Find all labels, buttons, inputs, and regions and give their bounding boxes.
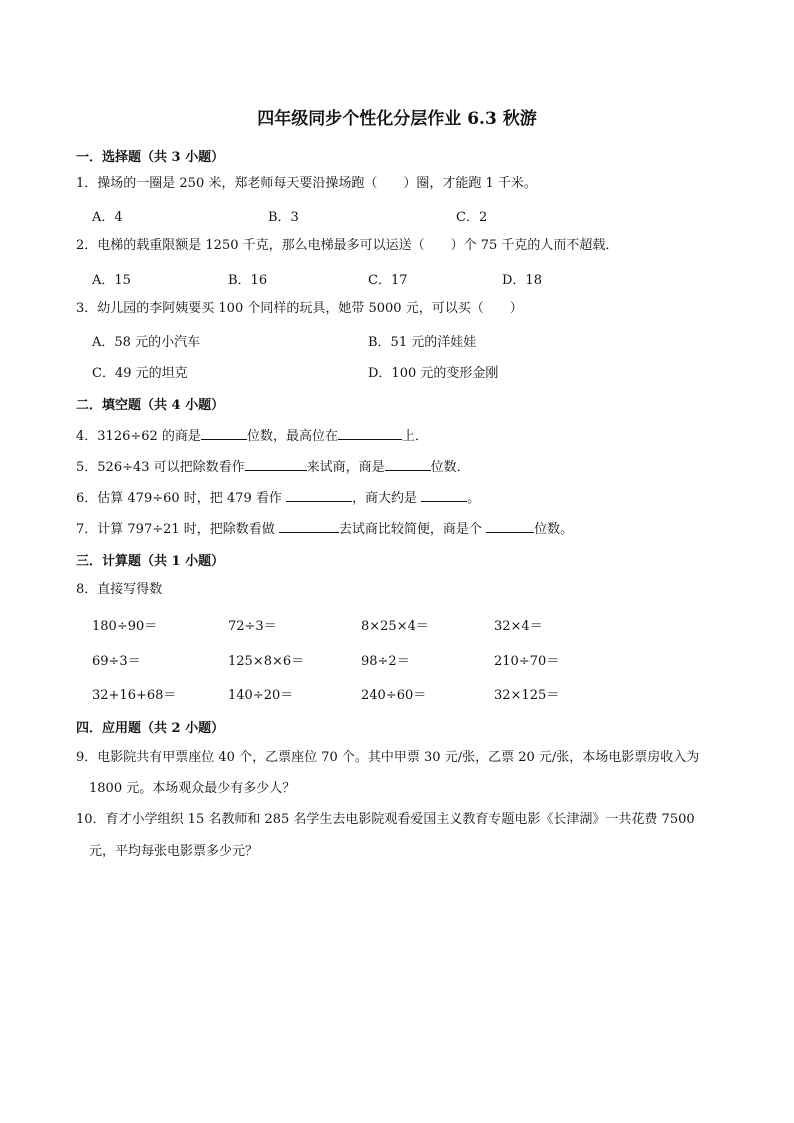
calc-item: 240÷60＝	[361, 688, 427, 703]
question-10-line-2: 元，平均每张电影票多少元？	[89, 844, 259, 859]
q2-option-a: A．15	[92, 273, 131, 288]
q5-blank-1[interactable]	[245, 456, 307, 471]
question-6	[76, 487, 480, 508]
q2-option-c: C．17	[368, 273, 408, 288]
q3-option-a: A．58 元的小汽车	[92, 335, 201, 350]
question-7	[76, 518, 573, 539]
question-1: 1．操场的一圈是 250 米，郑老师每天要沿操场跑（ ）圈，才能跑 1 千米。	[76, 176, 537, 191]
q6-text-1: 6．估算 479÷60 时，把 479 看作	[76, 491, 286, 506]
q7-blank-2[interactable]	[486, 518, 534, 533]
q5-text-2: 来试商，商是	[306, 460, 385, 475]
calc-item: 32×4＝	[494, 619, 543, 634]
question-2: 2．电梯的载重限额是 1250 千克，那么电梯最多可以运送（ ）个 75 千克的人而不超载．	[76, 238, 619, 253]
q2-option-d: D．18	[502, 273, 542, 288]
q6-blank-2[interactable]	[421, 487, 467, 502]
q6-blank-1[interactable]	[286, 487, 352, 502]
q2-option-b: B．16	[228, 273, 268, 288]
q3-option-c: C．49 元的坦克	[92, 366, 188, 381]
section-application-heading: 四．应用题（共 2 小题）	[76, 721, 225, 736]
q1-option-c: C．2	[456, 210, 488, 225]
q1-option-a: A．4	[92, 210, 123, 225]
question-3: 3．幼儿园的李阿姨要买 100 个同样的玩具，她带 5000 元，可以买（ ）	[76, 301, 523, 316]
calc-item: 98÷2＝	[361, 654, 410, 669]
calc-item: 32+16+68＝	[92, 688, 177, 703]
q5-blank-2[interactable]	[385, 456, 431, 471]
calc-item: 8×25×4＝	[361, 619, 429, 634]
q4-text-1: 4．3126÷62 的商是	[76, 429, 201, 444]
q7-text-3: 位数。	[534, 522, 574, 537]
q1-option-b: B．3	[268, 210, 299, 225]
q4-text-2: 位数，最高位在	[246, 429, 338, 444]
page-title: 四年级同步个性化分层作业 6.3 秋游	[257, 109, 537, 129]
question-5	[76, 456, 470, 477]
q4-text-3: 上．	[401, 429, 428, 444]
calc-item: 125×8×6＝	[228, 654, 305, 669]
calc-item: 69÷3＝	[92, 654, 141, 669]
q7-blank-1[interactable]	[279, 518, 339, 533]
q6-text-2: ，商大约是	[352, 491, 422, 506]
calc-item: 210÷70＝	[494, 654, 560, 669]
section-fill-heading: 二．填空题（共 4 小题）	[76, 398, 225, 413]
q3-option-b: B．51 元的洋娃娃	[368, 335, 477, 350]
question-8: 8．直接写得数	[76, 582, 163, 597]
question-9-line-2: 1800 元。本场观众最少有多少人？	[89, 781, 296, 796]
calc-item: 32×125＝	[494, 688, 560, 703]
calc-item: 72÷3＝	[228, 619, 277, 634]
question-10-line-1: 10．育才小学组织 15 名教师和 285 名学生去电影院观看爱国主义教育专题电影《长津湖》一共花费 7500	[76, 812, 695, 827]
q4-blank-2[interactable]	[338, 425, 402, 440]
q3-option-d: D．100 元的变形金刚	[368, 366, 499, 381]
q7-text-1: 7．计算 797÷21 时，把除数看做	[76, 522, 279, 537]
calc-item: 140÷20＝	[228, 688, 294, 703]
q6-text-3: 。	[467, 491, 481, 506]
section-calc-heading: 三．计算题（共 1 小题）	[76, 554, 225, 569]
q5-text-3: 位数．	[430, 460, 470, 475]
question-4	[76, 425, 428, 446]
q4-blank-1[interactable]	[201, 425, 247, 440]
q7-text-2: 去试商比较简便，商是个	[338, 522, 487, 537]
question-9-line-1: 9．电影院共有甲票座位 40 个，乙票座位 70 个。其中甲票 30 元/张，乙票 20 元/张，本场电影票房收入为	[76, 750, 700, 765]
section-choice-heading: 一．选择题（共 3 小题）	[76, 150, 225, 165]
q5-text-1: 5．526÷43 可以把除数看作	[76, 460, 245, 475]
calc-item: 180÷90＝	[92, 619, 158, 634]
